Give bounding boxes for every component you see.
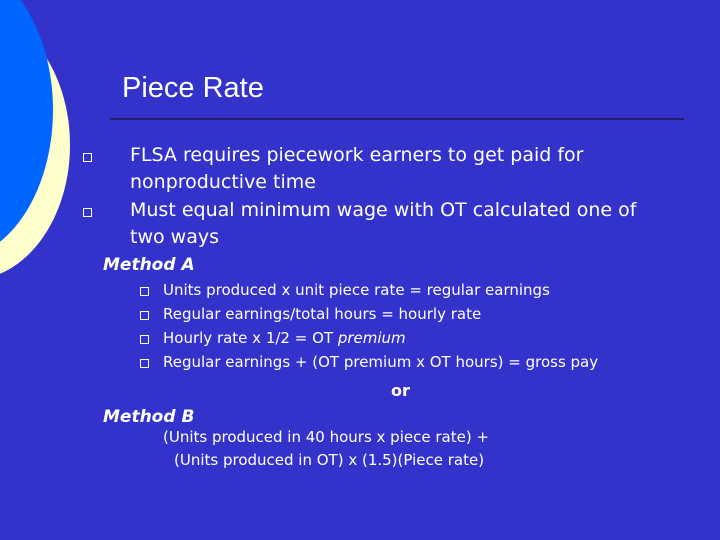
- step-text: Units produced x unit piece rate = regular earnings: [163, 281, 550, 299]
- slide-title: Piece Rate: [122, 72, 264, 104]
- step-text: [163, 326, 406, 350]
- method-b-formula-line: (Units produced in OT) x (1.5)(Piece rate): [174, 451, 485, 469]
- method-a-step: [140, 278, 550, 302]
- method-b-formula-line: (Units produced in 40 hours x piece rate) +: [163, 428, 490, 446]
- checkbox-bullet-icon: [140, 311, 149, 320]
- method-a-heading: Method A: [103, 255, 195, 275]
- bullet-minimum-wage: [83, 197, 703, 251]
- bullet-text-line: nonproductive time: [130, 171, 316, 193]
- step-text: Regular earnings/total hours = hourly rate: [163, 305, 482, 323]
- method-a-step: [140, 302, 481, 326]
- step-text-emphasis: premium: [337, 329, 406, 347]
- method-a-step: [140, 350, 598, 374]
- checkbox-bullet-icon: [140, 359, 149, 368]
- method-a-step: [140, 326, 406, 350]
- checkbox-bullet-icon: [140, 287, 149, 296]
- bullet-flsa: [83, 142, 703, 196]
- title-divider: [110, 118, 684, 120]
- step-text: Regular earnings + (OT premium x OT hours) = gross pay: [163, 353, 599, 371]
- method-b-heading: Method B: [103, 407, 195, 427]
- step-text-prefix: Hourly rate x 1/2 = OT: [163, 329, 338, 347]
- checkbox-bullet-icon: [83, 208, 92, 217]
- checkbox-bullet-icon: [83, 153, 92, 162]
- bullet-text-line: two ways: [130, 226, 219, 248]
- bullet-text-line: Must equal minimum wage with OT calculated one of: [130, 199, 637, 221]
- bullet-text-line: FLSA requires piecework earners to get paid for: [130, 144, 584, 166]
- or-separator: or: [391, 381, 410, 400]
- checkbox-bullet-icon: [140, 335, 149, 344]
